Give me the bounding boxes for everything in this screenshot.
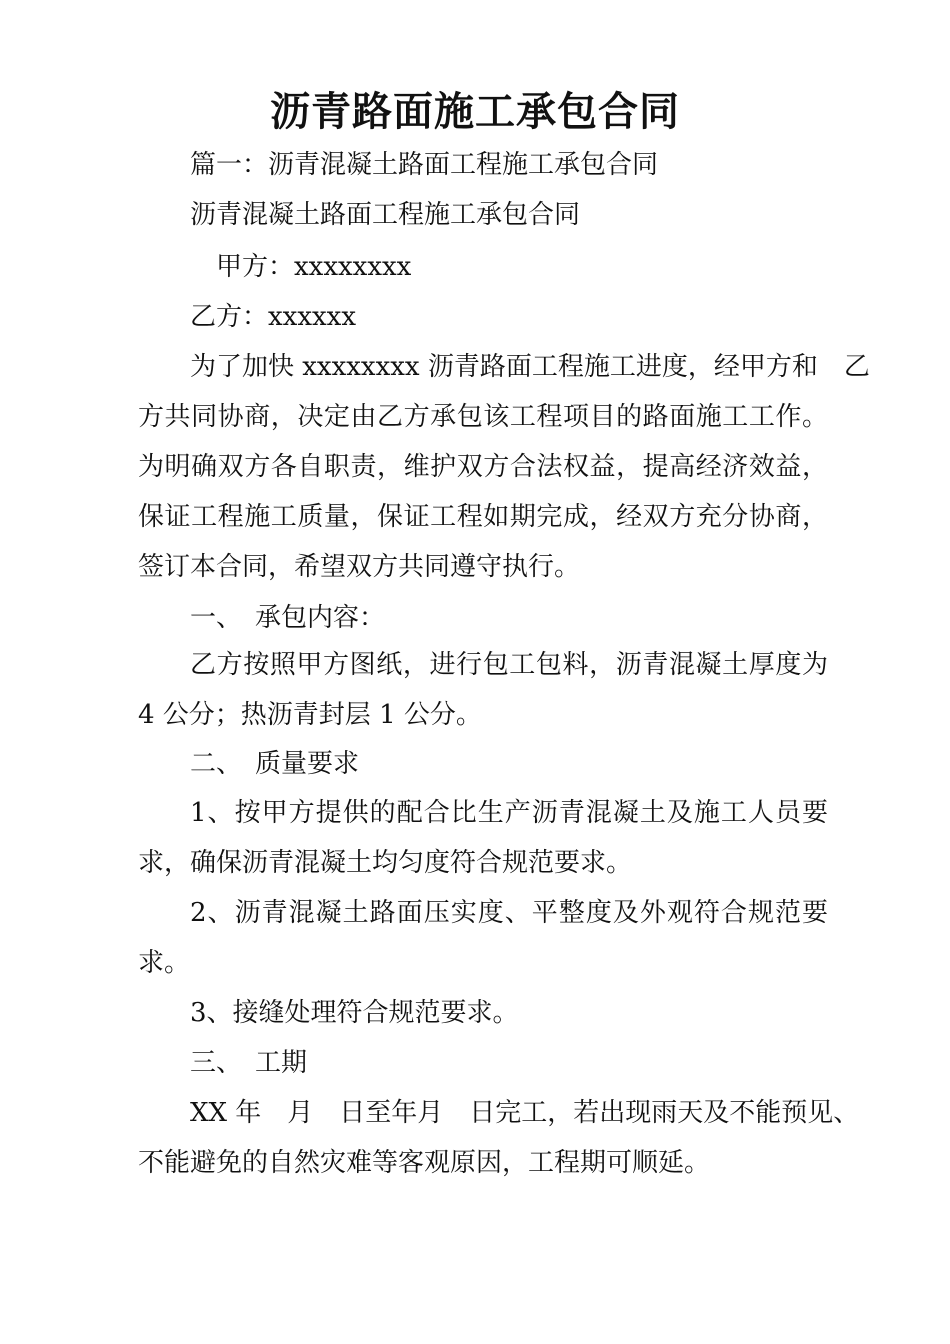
intro-line-4: 保证工程施工质量，保证工程如期完成，经双方充分协商，	[138, 502, 828, 532]
intro-line-3: 为明确双方各自职责，维护双方合法权益，提高经济效益，	[138, 452, 828, 482]
subtitle: 篇一：沥青混凝土路面工程施工承包合同	[190, 150, 659, 180]
section3-line-2: 不能避免的自然灾难等客观原因，工程期可顺延。	[138, 1148, 711, 1178]
section2-item3: 3、接缝处理符合规范要求。	[190, 998, 519, 1028]
section2-item2-line-1: 2、沥青混凝土路面压实度、平整度及外观符合规范要	[190, 898, 828, 928]
section2-item1-line-2: 求，确保沥青混凝土均匀度符合规范要求。	[138, 848, 633, 878]
section1-line-2: 4 公分；热沥青封层 1 公分。	[138, 700, 482, 730]
party-b: 乙方：xxxxxx	[190, 302, 356, 332]
section1-heading: 一、 承包内容：	[190, 603, 386, 633]
party-a: 甲方：xxxxxxxx	[216, 252, 412, 282]
intro-line-2: 方共同协商，决定由乙方承包该工程项目的路面施工工作。	[138, 402, 828, 432]
document-title: 沥青路面施工承包合同	[270, 88, 680, 135]
intro-line-5: 签订本合同，希望双方共同遵守执行。	[138, 552, 581, 582]
intro-line-1: 为了加快 xxxxxxxx 沥青路面工程施工进度，经甲方和 乙	[190, 352, 870, 382]
section2-heading: 二、 质量要求	[190, 749, 360, 779]
contract-name: 沥青混凝土路面工程施工承包合同	[190, 200, 581, 230]
section2-item1-line-1: 1、按甲方提供的配合比生产沥青混凝土及施工人员要	[190, 798, 828, 828]
section2-item2-line-2: 求。	[138, 948, 191, 978]
section1-line-1: 乙方按照甲方图纸，进行包工包料，沥青混凝土厚度为	[190, 650, 828, 680]
section3-heading: 三、 工期	[190, 1048, 308, 1078]
section3-line-1: XX 年 月 日至年月 日完工，若出现雨天及不能预见、	[190, 1098, 860, 1128]
